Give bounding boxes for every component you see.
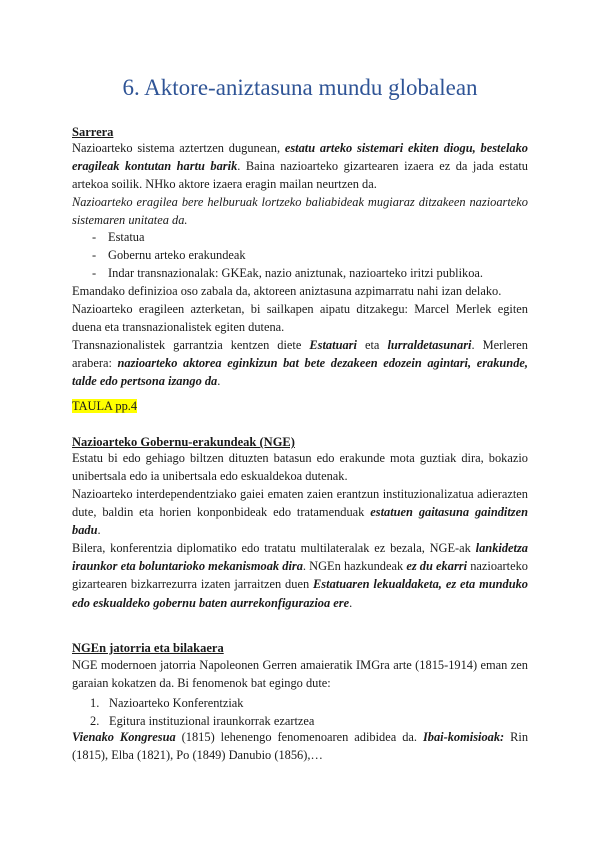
paragraph: Nazioarteko interdependentziako gaiei ematen zaien erantzun instituzionalizatua adierazten dute, baldin eta horien konponbideak edo tratamenduak estatuen gaitasuna gainditzen badu.	[72, 487, 528, 538]
paragraph: NGE modernoen jatorria Napoleonen Gerren amaieratik IMGra arte (1815-1914) eman zen garaian kokatzen da. Bi fenomenok bat egingo dute:	[72, 658, 528, 691]
list-bullet: -	[92, 230, 97, 244]
paragraph: Estatu bi edo gehiago biltzen dituzten batasun edo erakunde mota guztiak dira, bokazio unibertsala edo ia unibertsala edo eskualdekoa dutenak.	[72, 451, 528, 484]
list-item: Nazioarteko Konferentziak	[109, 696, 244, 710]
paragraph: Nazioarteko sistema aztertzen dugunean, estatu arteko sistemari ekiten diogu, bestelako eragileak kontutan hartu barik. Baina nazioarteko gizartearen izaera ez da jada estatu artekoa soilik. NHko aktore izaera eragin mailan neurtzen da.	[72, 141, 528, 192]
list-item: Gobernu arteko erakundeak	[108, 248, 246, 262]
section-heading-nge: Nazioarteko Gobernu-erakundeak (NGE)	[72, 435, 295, 449]
paragraph-italic: Nazioarteko eragilea bere helburuak lortzeko baliabideak mugiaraz ditzakeen nazioarteko sistemaren unitatea da.	[72, 195, 528, 228]
list-bullet: -	[92, 266, 97, 280]
list-item: Indar transnazionalak: GKEak, nazio aniztunak, nazioarteko iritzi publikoa.	[108, 266, 484, 280]
section-heading-sarrera: Sarrera	[72, 125, 114, 139]
list-item: Egitura instituzional iraunkorrak ezartzea	[109, 714, 315, 728]
section-heading-jatorria: NGEn jatorria eta bilakaera	[72, 641, 224, 655]
paragraph: Nazioarteko eragileen azterketan, bi sailkapen aipatu ditzakegu: Marcel Merlek egiten duena eta transnazionalistek egiten dutena.	[72, 302, 528, 335]
highlighted-note: TAULA pp.4	[72, 399, 138, 413]
list-bullet: -	[92, 248, 97, 262]
paragraph: Transnazionalistek garrantzia kentzen diete Estatuari eta lurraldetasunari. Merleren arabera: nazioarteko aktorea eginkizun bat bete dezakeen edozein agintari, erakunde, talde edo pertsona izango da.	[72, 338, 529, 389]
paragraph: Bilera, konferentzia diplomatiko edo tratatu multilateralak ez bezala, NGE-ak lankidetza iraunkor eta boluntarioko mekanismoak dira. NGEn hazkundeak ez du ekarri nazioarteko gizartearen bizkarrezurra izaten jarraitzen duen Estatuaren lekualdaketa, ez eta munduko edo eskualdeko gobernu baten aurrekonfigurazioa ere.	[72, 541, 528, 610]
list-number: 1.	[90, 696, 100, 710]
page-title: 6. Aktore-aniztasuna mundu globalean	[122, 75, 478, 100]
list-item: Estatua	[108, 230, 145, 244]
list-number: 2.	[90, 714, 100, 728]
paragraph: Emandako definizioa oso zabala da, aktoreen aniztasuna azpimarratu nahi izan delako.	[72, 284, 502, 298]
paragraph: Vienako Kongresua (1815) lehenengo fenomenoaren adibidea da. Ibai-komisioak: Rin (1815), Elba (1821), Po (1849) Danubio (1856),…	[72, 730, 529, 763]
